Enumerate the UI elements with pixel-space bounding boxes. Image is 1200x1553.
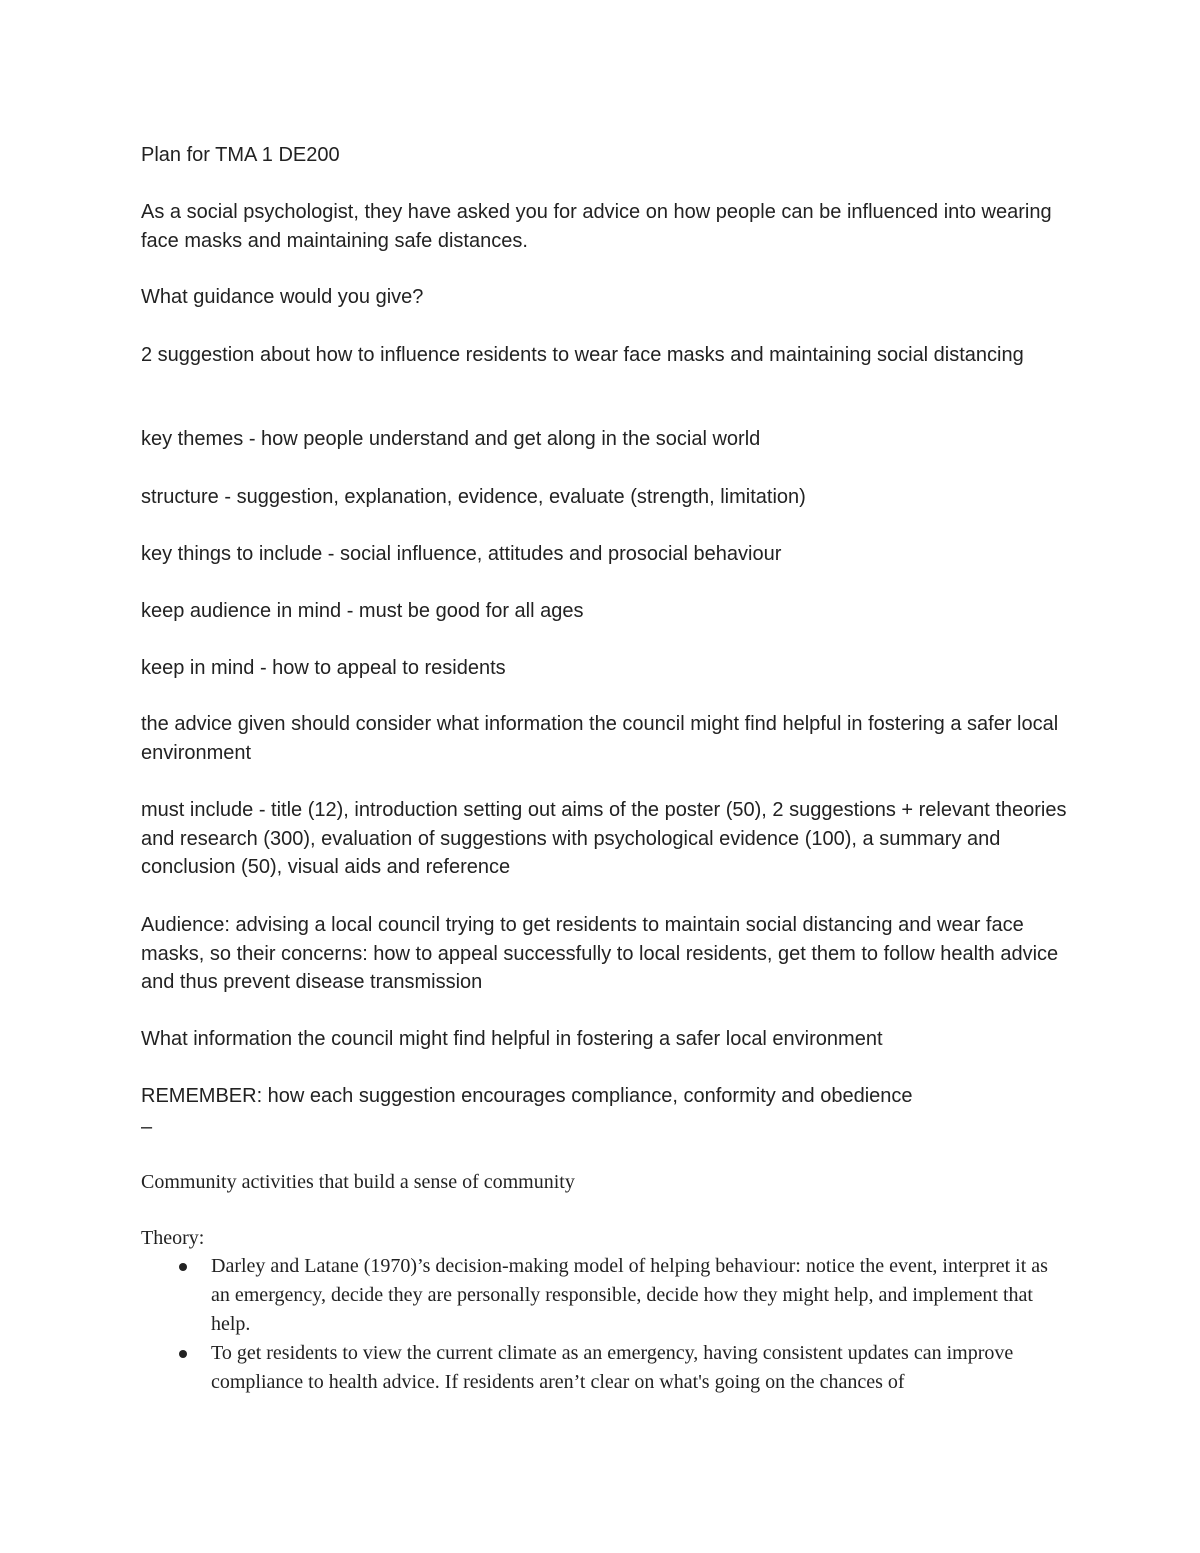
keep-in-mind-paragraph: keep in mind - how to appeal to residents bbox=[141, 657, 506, 679]
council-info-paragraph: What information the council might find helpful in fostering a safer local environment bbox=[141, 1028, 883, 1050]
community-heading: Community activities that build a sense of community bbox=[141, 1171, 575, 1193]
audience-paragraph: Audience: advising a local council trying to get residents to maintain social distancing and wear face masks, so their concerns: how to appeal successfully to local residents, get them to follow health advice and thus prevent disease transmission bbox=[141, 914, 1059, 993]
key-things-paragraph: key things to include - social influence, attitudes and prosocial behaviour bbox=[141, 543, 782, 565]
must-include-paragraph: must include - title (12), introduction setting out aims of the poster (50), 2 suggestions + relevant theories and research (300), evaluation of suggestions with psychological evidence (100), a summary and conclusion (50), visual aids and reference bbox=[141, 799, 1067, 878]
bullet-text: To get residents to view the current climate as an emergency, having consistent updates can improve compliance to health advice. If residents aren’t clear on what's going on the chances of bbox=[211, 1342, 1014, 1393]
intro-paragraph: As a social psychologist, they have asked you for advice on how people can be influenced into wearing face masks and maintaining safe distances. bbox=[141, 201, 1052, 252]
structure-paragraph: structure - suggestion, explanation, evidence, evaluate (strength, limitation) bbox=[141, 486, 806, 508]
question-paragraph: What guidance would you give? bbox=[141, 286, 424, 308]
key-themes-paragraph: key themes - how people understand and get along in the social world bbox=[141, 428, 761, 450]
theory-bullet-list bbox=[141, 1252, 1071, 1397]
list-item bbox=[141, 1252, 1071, 1339]
suggestions-paragraph: 2 suggestion about how to influence residents to wear face masks and maintaining social distancing bbox=[141, 344, 1024, 366]
dash-separator: – bbox=[141, 1116, 153, 1138]
bullet-text: Darley and Latane (1970)’s decision-making model of helping behaviour: notice the event, interpret it as an emergency, decide they are personally responsible, decide how they might help, and implement that help. bbox=[211, 1255, 1048, 1335]
document-title: Plan for TMA 1 DE200 bbox=[141, 144, 340, 166]
keep-audience-paragraph: keep audience in mind - must be good for all ages bbox=[141, 600, 584, 622]
advice-paragraph: the advice given should consider what information the council might find helpful in fostering a safer local environment bbox=[141, 713, 1059, 764]
remember-paragraph: REMEMBER: how each suggestion encourages compliance, conformity and obedience bbox=[141, 1085, 913, 1107]
theory-label: Theory: bbox=[141, 1227, 205, 1249]
list-item bbox=[141, 1339, 1071, 1397]
bullet-icon bbox=[179, 1350, 187, 1358]
bullet-icon bbox=[179, 1263, 187, 1271]
